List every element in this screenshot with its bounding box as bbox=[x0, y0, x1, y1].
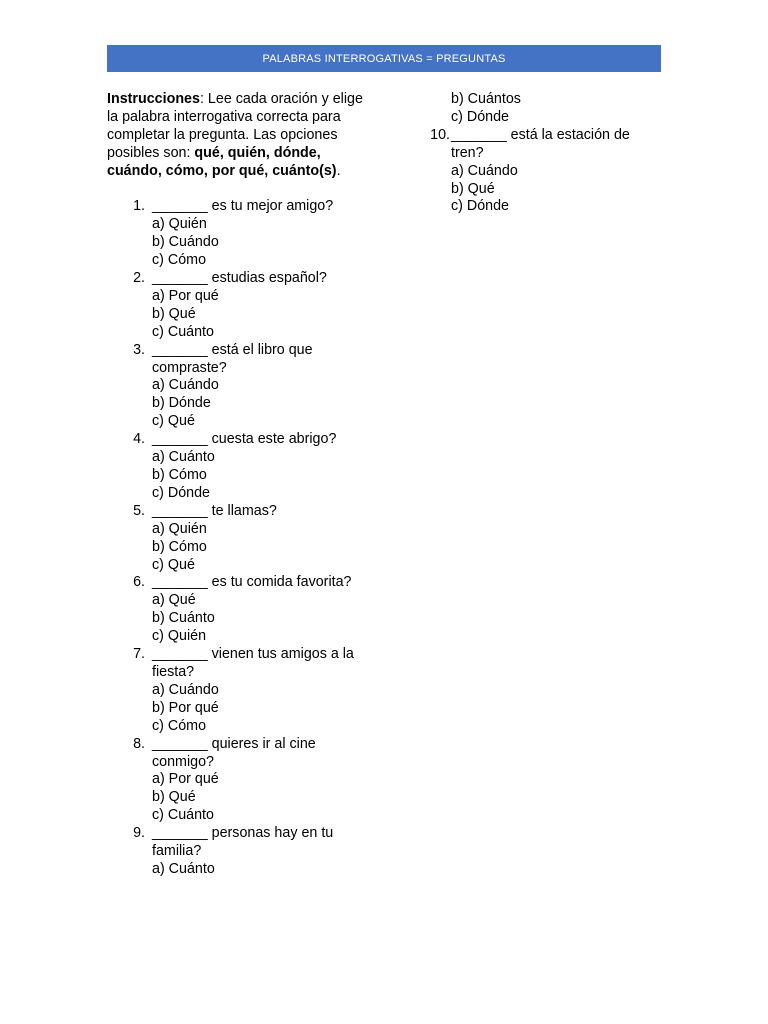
option-a: a) Qué bbox=[152, 592, 196, 609]
option-c: c) Qué bbox=[152, 556, 195, 573]
question-stem: _______ quieres ir al cine conmigo? bbox=[152, 735, 316, 770]
option-c: c) Dónde bbox=[152, 484, 211, 501]
question-number: 8. bbox=[133, 735, 145, 752]
question-number: 7. bbox=[133, 646, 145, 663]
right-column bbox=[426, 91, 666, 216]
question-9-continued bbox=[426, 91, 666, 127]
option-c: c) Quién bbox=[152, 628, 207, 645]
option-a: a) Cuándo bbox=[152, 377, 219, 394]
option-b: b) Qué bbox=[451, 180, 495, 197]
question-number: 9. bbox=[133, 825, 145, 842]
option-b: b) Cuándo bbox=[152, 234, 219, 251]
question-4 bbox=[107, 431, 367, 503]
option-b: b) Por qué bbox=[152, 699, 219, 716]
question-5 bbox=[107, 503, 367, 575]
option-c: c) Cómo bbox=[152, 252, 207, 269]
question-1 bbox=[107, 198, 367, 270]
instructions-label: Instrucciones bbox=[107, 91, 200, 107]
question-9 bbox=[107, 825, 367, 879]
question-stem: _______ cuesta este abrigo? bbox=[152, 431, 337, 448]
instructions bbox=[107, 91, 367, 181]
left-column bbox=[107, 91, 367, 879]
option-c: c) Qué bbox=[152, 413, 195, 430]
q9-option-b: b) Cuántos bbox=[451, 91, 521, 107]
instructions-text: : Lee cada oración y elige la palabra interrogativa correcta para completar la pregunta. Las opciones posibles son: bbox=[107, 91, 363, 161]
option-a: a) Quién bbox=[152, 216, 207, 233]
question-number: 1. bbox=[133, 198, 145, 215]
option-c: c) Dónde bbox=[451, 198, 510, 215]
question-number: 5. bbox=[133, 502, 145, 519]
question-number: 2. bbox=[133, 270, 145, 287]
title-text: PALABRAS INTERROGATIVAS = PREGUNTAS bbox=[262, 52, 506, 65]
question-stem: _______ te llamas? bbox=[152, 502, 277, 519]
question-stem: _______ está la estación de tren? bbox=[451, 126, 630, 161]
option-c: c) Cómo bbox=[152, 717, 207, 734]
option-b: b) Dónde bbox=[152, 395, 211, 412]
option-a: a) Por qué bbox=[152, 287, 219, 304]
option-a: a) Quién bbox=[152, 520, 207, 537]
option-c: c) Cuánto bbox=[152, 807, 214, 824]
option-b: b) Qué bbox=[152, 305, 196, 322]
question-number: 3. bbox=[133, 341, 145, 358]
question-stem: _______ es tu comida favorita? bbox=[152, 574, 352, 591]
option-a: a) Cuándo bbox=[451, 162, 518, 179]
question-7 bbox=[107, 646, 367, 736]
title-banner bbox=[107, 45, 661, 72]
option-b: b) Cuánto bbox=[152, 610, 215, 627]
instructions-options: qué, quién, dónde, cuándo, cómo, por qué, cuánto(s) bbox=[107, 144, 337, 179]
option-a: a) Cuánto bbox=[152, 860, 215, 877]
question-stem: _______ es tu mejor amigo? bbox=[152, 198, 334, 215]
question-list bbox=[107, 198, 367, 878]
option-c: c) Cuánto bbox=[152, 323, 214, 340]
option-a: a) Por qué bbox=[152, 771, 219, 788]
q9-option-c: c) Dónde bbox=[451, 108, 510, 125]
question-2 bbox=[107, 270, 367, 342]
option-b: b) Qué bbox=[152, 789, 196, 806]
question-number: 6. bbox=[133, 574, 145, 591]
option-b: b) Cómo bbox=[152, 538, 207, 555]
question-stem: _______ estudias español? bbox=[152, 270, 327, 287]
question-8 bbox=[107, 736, 367, 826]
option-a: a) Cuánto bbox=[152, 449, 215, 466]
question-stem: _______ está el libro que compraste? bbox=[152, 341, 313, 376]
question-3 bbox=[107, 342, 367, 432]
instructions-end: . bbox=[336, 162, 341, 179]
question-number: 4. bbox=[133, 431, 145, 448]
question-stem: _______ personas hay en tu familia? bbox=[152, 825, 334, 860]
question-stem: _______ vienen tus amigos a la fiesta? bbox=[152, 646, 354, 680]
question-number: 10. bbox=[430, 126, 450, 143]
question-10 bbox=[426, 127, 666, 217]
question-6 bbox=[107, 574, 367, 646]
option-a: a) Cuándo bbox=[152, 681, 219, 698]
option-b: b) Cómo bbox=[152, 467, 207, 484]
